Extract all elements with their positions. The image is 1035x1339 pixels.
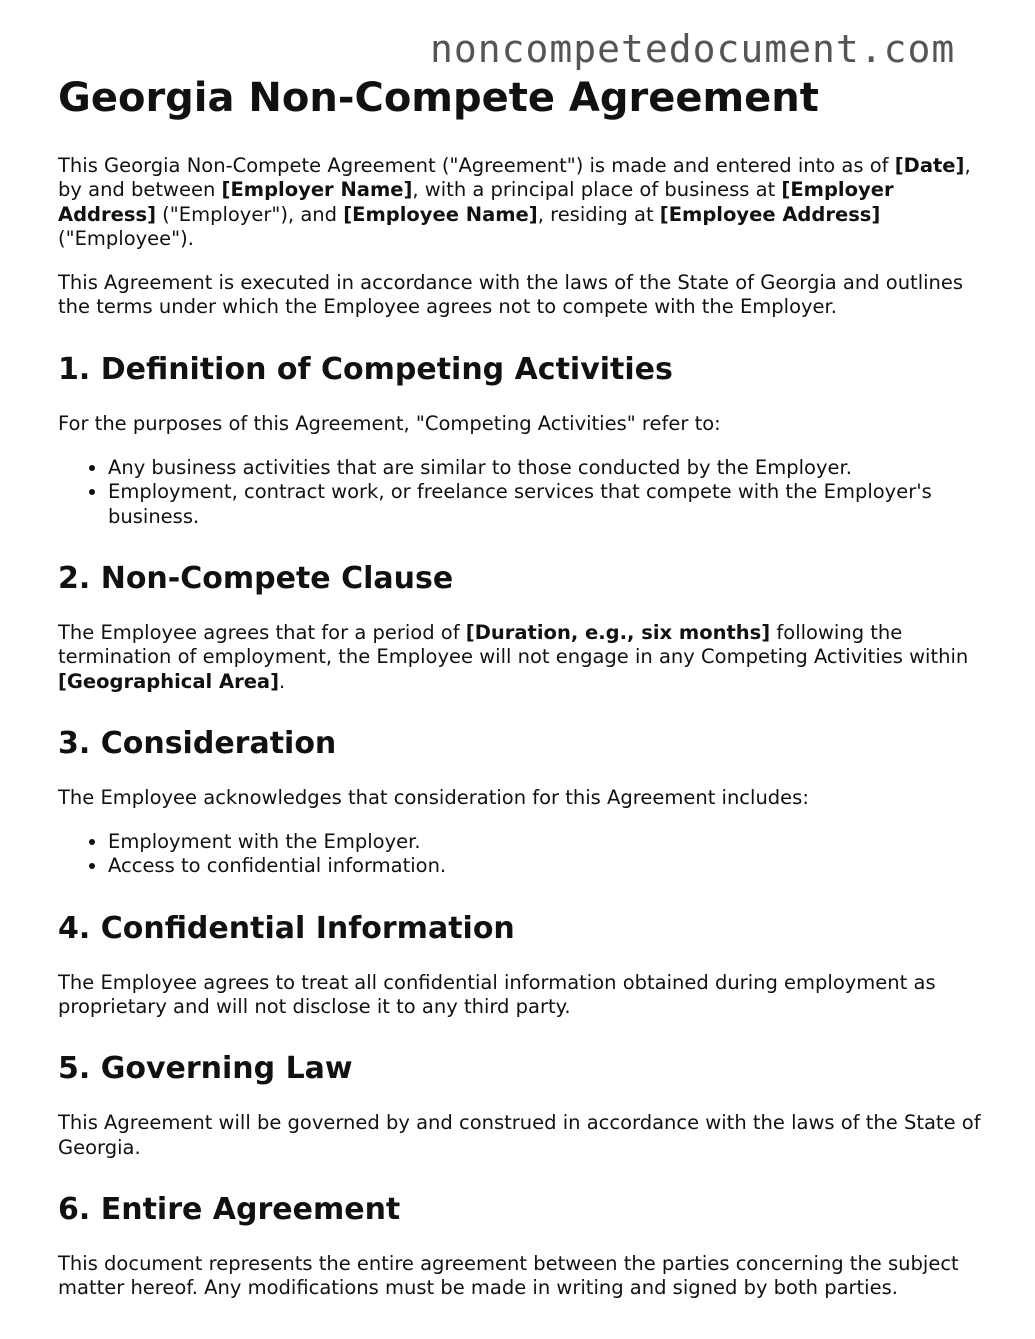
section-5-heading: 5. Governing Law <box>58 1051 353 1087</box>
section-2-text: . <box>279 669 286 693</box>
section-2-heading: 2. Non-Compete Clause <box>58 560 454 596</box>
employee-address-placeholder: [Employee Address] <box>659 202 881 226</box>
list-item: • Employment with the Employer. <box>108 830 983 854</box>
section-1-lead: For the purposes of this Agreement, "Competing Activities" refer to: <box>58 411 721 435</box>
watermark: noncompetedocument.com <box>430 27 956 71</box>
section-2-paragraph <box>58 621 983 694</box>
employee-name-placeholder: [Employee Name] <box>343 202 538 226</box>
intro-paragraph-2: This Agreement is executed in accordance with the laws of the State of Georgia and outlines the terms under which the Employee agrees not to compete with the Employer. <box>58 271 964 319</box>
section-2-text: following the termination of employment, the Employee will not engage in any Competing Activities within <box>58 620 969 669</box>
section-3-lead: The Employee acknowledges that consideration for this Agreement includes: <box>58 785 809 809</box>
section-6-paragraph: This document represents the entire agreement between the parties concerning the subject matter hereof. Any modifications must be made in writing and signed by both parties. <box>58 1251 959 1300</box>
intro-text: This Georgia Non-Compete Agreement ("Agreement") is made and entered into as of <box>58 154 895 177</box>
intro-text: , with a principal place of business at <box>412 178 782 202</box>
intro-text: ("Employer"), and <box>155 202 344 226</box>
list-item: • Access to confidential information. <box>108 854 983 878</box>
section-1-heading: 1. Definition of Competing Activities <box>58 351 673 387</box>
duration-placeholder: [Duration, e.g., six months] <box>465 620 771 644</box>
date-placeholder: [Date] <box>894 154 965 177</box>
section-5-paragraph: This Agreement will be governed by and construed in accordance with the laws of the State of Georgia. <box>58 1111 981 1159</box>
list-item: • Employment, contract work, or freelance services that compete with the Employer's business. <box>108 480 983 529</box>
document-page <box>58 72 983 1321</box>
section-4-heading: 4. Confidential Information <box>58 910 515 946</box>
section-2-text: The Employee agrees that for a period of <box>58 620 466 644</box>
section-6-heading: 6. Entire Agreement <box>58 1191 401 1227</box>
section-1-list <box>58 456 983 529</box>
document-title: Georgia Non-Compete Agreement <box>58 75 819 121</box>
list-item: • Any business activities that are similar to those conducted by the Employer. <box>108 456 983 480</box>
employer-name-placeholder: [Employer Name] <box>221 178 413 202</box>
section-3-list <box>58 830 983 879</box>
section-3-heading: 3. Consideration <box>58 725 337 761</box>
area-placeholder: [Geographical Area] <box>58 669 279 693</box>
section-4-paragraph: The Employee agrees to treat all confidential information obtained during employment as proprietary and will not disclose it to any third party. <box>58 970 936 1019</box>
intro-text: , by and between <box>58 154 971 202</box>
intro-text: , residing at <box>537 202 660 226</box>
employer-address-placeholder: [Employer Address] <box>58 178 894 226</box>
intro-text: ("Employee"). <box>58 226 194 250</box>
intro-paragraph <box>58 154 983 251</box>
